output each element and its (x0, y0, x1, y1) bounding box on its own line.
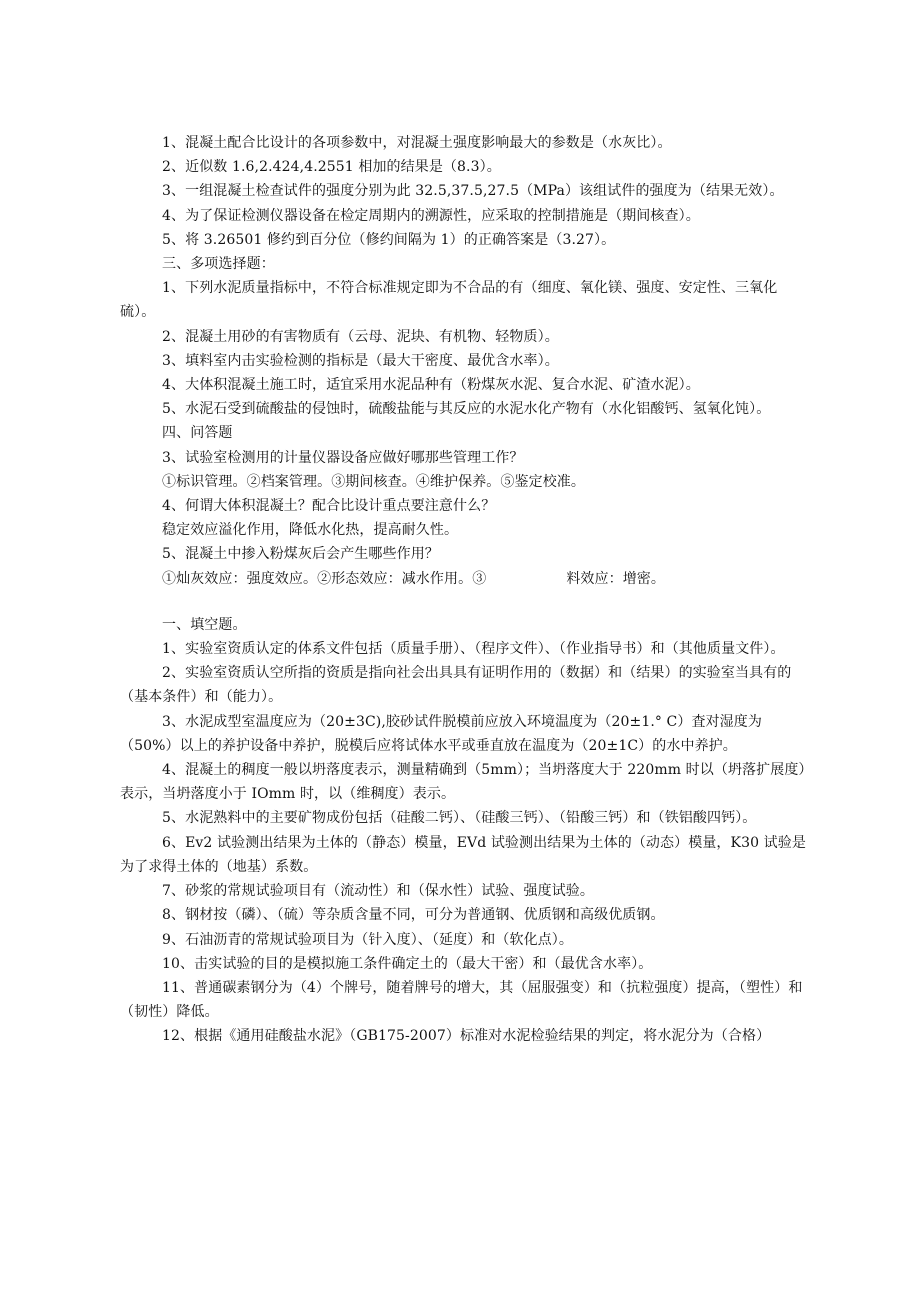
list-item: 5、水泥石受到硫酸盐的侵蚀时，硫酸盐能与其反应的水泥水化产物有（水化铝酸钙、氢氧化饨）。 (162, 401, 771, 418)
answer-5-part2: 料效应：增密。 (566, 570, 666, 587)
document-body (120, 131, 810, 1049)
answer-5-part1: ①灿灰效应：强度效应。②形态效应：减水作用。③ (162, 570, 487, 587)
list-item: 1、下列水泥质量指标中，不符合标准规定即为不合品的有（细度、氧化镁、强度、安定性、三氧化硫）。 (120, 280, 778, 321)
list-item: 12、根据《通用硅酸盐水泥》（GB175-2007）标准对水泥检验结果的判定，将水泥分为（合格） (162, 1028, 771, 1045)
list-item: 3、一组混凝土检查试件的强度分别为此 32.5,37.5,27.5（MPa）该组试件的强度为（结果无效）。 (162, 183, 784, 200)
list-item: 8、钢材按（磷）、（硫）等杂质含量不同，可分为普通钢、优质钢和高级优质钢。 (162, 907, 665, 924)
section-heading-qa: 四、问答题 (162, 425, 233, 442)
question-4: 4、何谓大体积混凝土？配合比设计重点要注意什么？ (162, 498, 496, 515)
list-item: 4、为了保证检测仪器设备在检定周期内的溯源性，应采取的控制措施是（期间核查）。 (162, 207, 700, 224)
answer-5 (120, 567, 810, 591)
list-item: 2、混凝土用砂的有害物质有（云母、泥块、有机物、轻物质）。 (162, 328, 559, 345)
answer-3: ①标识管理。②档案管理。③期间核查。④维护保养。⑤鉴定校准。 (162, 473, 585, 490)
list-item: 1、实验室资质认定的体系文件包括（质量手册）、（程序文件）、（作业指导书）和（其他质量文件）。 (162, 641, 785, 658)
list-item: 7、砂浆的常规试验项目有（流动性）和（保水性）试验、强度试验。 (162, 883, 595, 900)
answer-4: 稳定效应溢化作用，降低水化热，提高耐久性。 (162, 522, 459, 539)
list-item: 5、水泥熟料中的主要矿物成份包括（硅酸二钙）、（硅酸三钙）、（铅酸三钙）和（铁铝酸四钙）。 (162, 810, 757, 827)
question-3: 3、试验室检测用的计量仪器设备应做好哪那些管理工作？ (162, 449, 524, 466)
list-item: 10、击实试验的目的是模拟施工条件确定土的（最大干密）和（最优含水率）。 (162, 955, 653, 972)
list-item: 5、将 3.26501 修约到百分位（修约间隔为 1）的正确答案是（3.27）。 (162, 231, 616, 248)
list-item: 3、填料室内击实验检测的指标是（最大干密度、最优含水率）。 (162, 352, 559, 369)
list-item: 4、混凝土的稠度一般以坍落度表示，测量精确到（5mm）；当坍落度大于 220mm 时以（坍落扩展度）表示，当坍落度小于 IOmm 时，以（维稠度）表示。 (120, 762, 806, 803)
section-heading-multi-choice: 三、多项选择题： (162, 256, 275, 273)
section-gap (120, 591, 810, 613)
list-item: 9、石油沥青的常规试验项目为（针入度）、（延度）和（软化点）。 (162, 931, 574, 948)
list-item: 4、大体积混凝土施工时，适宜采用水泥品种有（粉煤灰水泥、复合水泥、矿渣水泥）。 (162, 377, 700, 394)
list-item: 3、水泥成型室温度应为（20±3C),胶砂试件脱模前应放入环境温度为（20±1.° C）査对湿度为（50%）以上的养护设备中养护，脱模后应将试体水平或垂直放在温度为（20±1C）的水中养护。 (120, 713, 762, 754)
list-item: 2、实验室资质认空所指的资质是指向社会出具具有证明作用的（数据）和（结果）的实验室当具有的（基本条件）和（能力）。 (120, 665, 792, 706)
list-item: 2、近似数 1.6,2.424,4.2551 相加的结果是（8.3）。 (162, 159, 501, 176)
list-item: 11、普通碳素钢分为（4）个牌号，随着牌号的增大，其（屈服强变）和（抗粒强度）提高，（塑性）和（韧性）降低。 (120, 979, 803, 1021)
list-item: 1、混凝土配合比设计的各项参数中，对混凝土强度影响最大的参数是（水灰比）。 (162, 135, 672, 151)
section-heading-fill-blank: 一、填空题。 (162, 616, 247, 633)
list-item: 6、Ev2 试验测出结果为土体的（静态）模量，EVd 试验测出结果为土体的（动态）模量，K30 试验是为了求得土体的（地基）系数。 (120, 834, 806, 875)
question-5: 5、混凝土中掺入粉煤灰后会产生哪些作用？ (162, 546, 439, 563)
